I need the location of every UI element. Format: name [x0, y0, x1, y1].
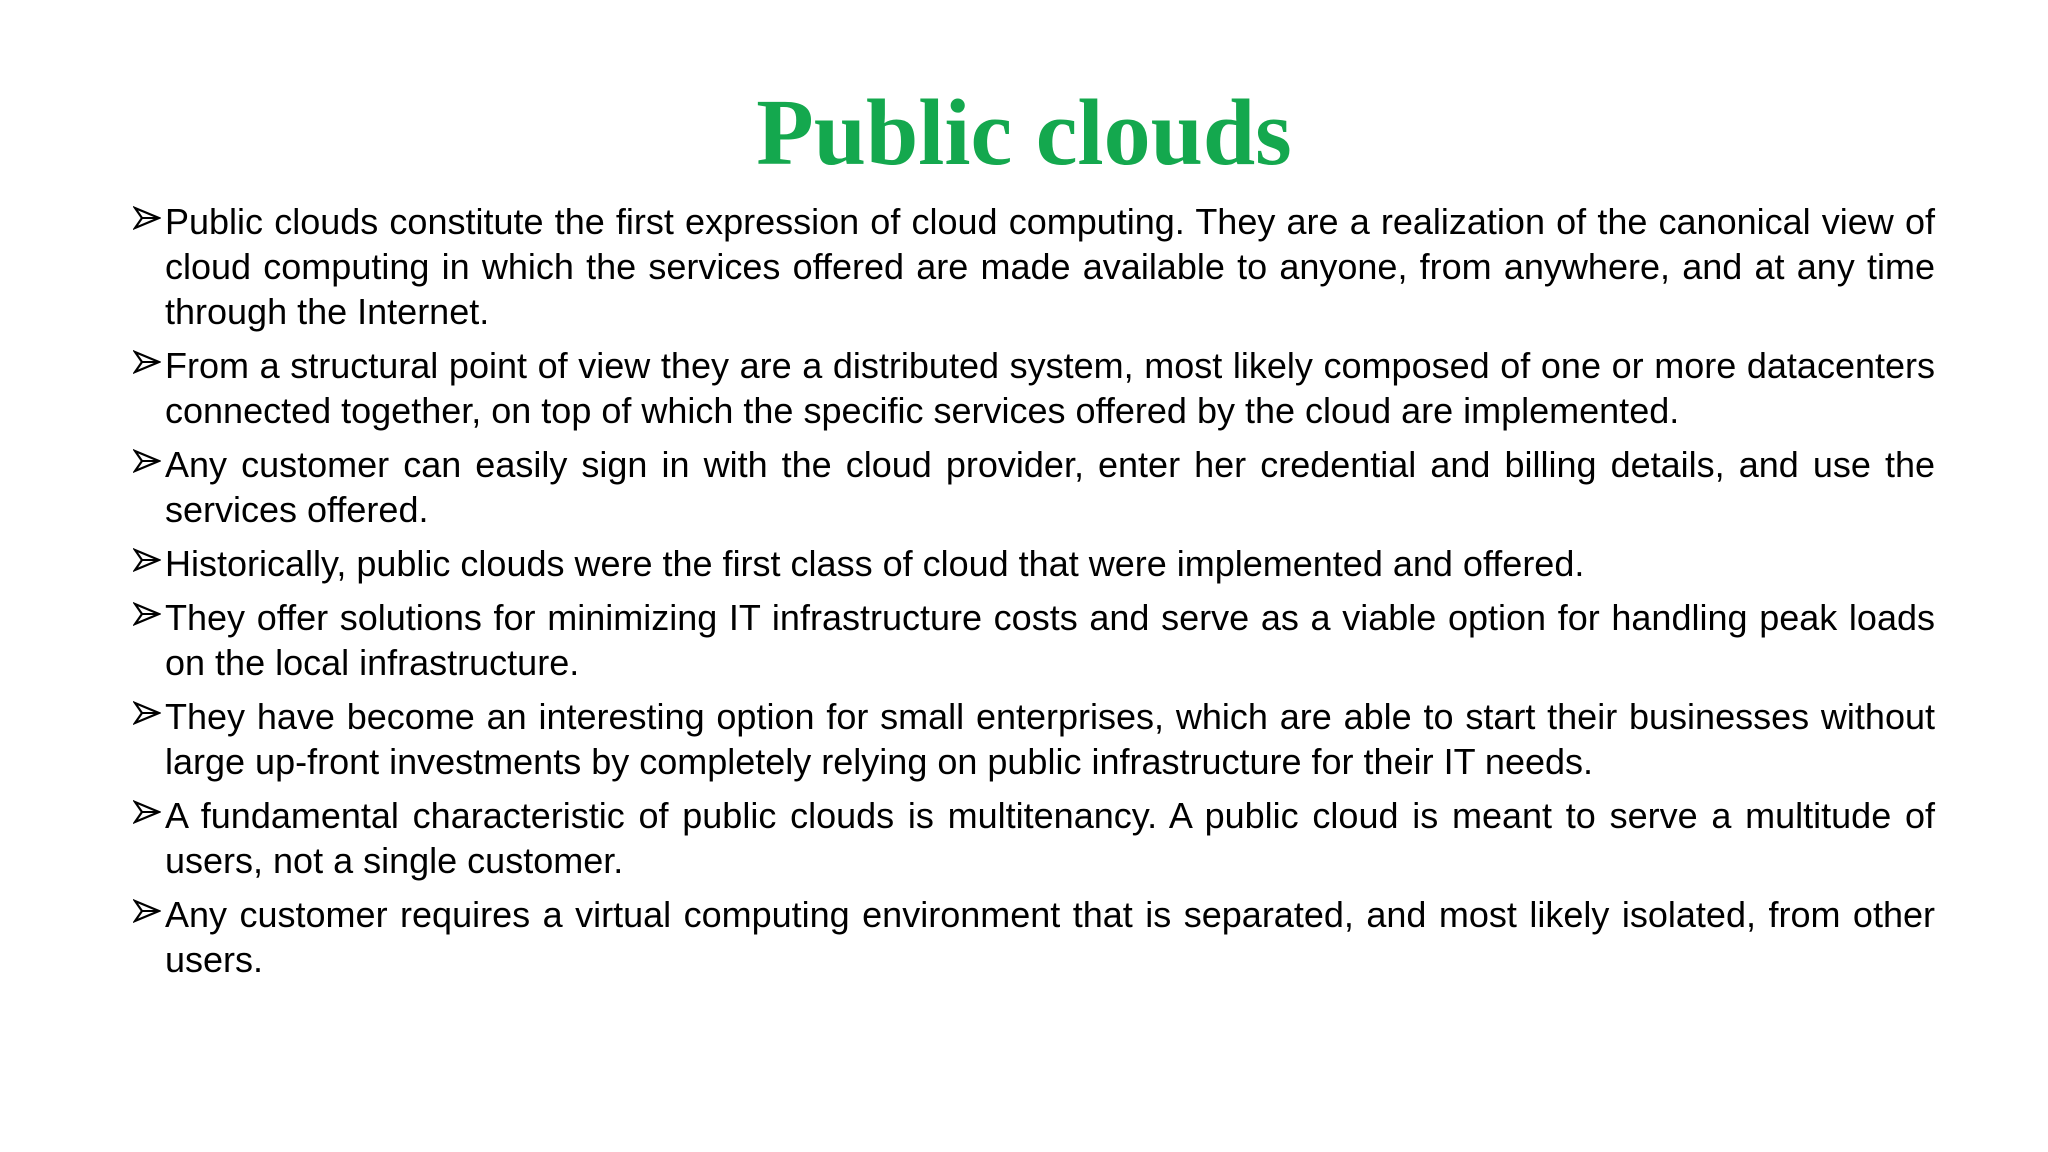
arrowhead-bullet-icon — [133, 449, 161, 477]
slide-title: Public clouds — [756, 81, 1292, 185]
arrowhead-bullet-icon — [133, 899, 161, 927]
bullet-item — [133, 892, 1935, 982]
bullet-item — [133, 694, 1935, 784]
bullet-item — [133, 541, 1935, 586]
arrowhead-bullet-icon — [133, 800, 161, 828]
bullet-item — [133, 595, 1935, 685]
bullet-text: They offer solutions for minimizing IT infrastructure costs and serve as a viable option for handling peak loads on the local infrastructure. — [165, 597, 1935, 683]
arrowhead-bullet-icon — [133, 206, 161, 234]
bullet-item — [133, 343, 1935, 433]
bullet-list — [133, 199, 1935, 991]
arrowhead-bullet-icon — [133, 548, 161, 576]
arrowhead-bullet-icon — [133, 602, 161, 630]
arrowhead-bullet-icon — [133, 701, 161, 729]
bullet-item — [133, 442, 1935, 532]
bullet-text: Any customer requires a virtual computing environment that is separated, and most likely isolated, from other users. — [165, 894, 1935, 980]
bullet-item — [133, 793, 1935, 883]
bullet-text: Public clouds constitute the first expression of cloud computing. They are a realization of the canonical view of cloud computing in which the services offered are made available to anyone, from anywhere, and at any time through the Internet. — [165, 201, 1935, 332]
bullet-text: They have become an interesting option for small enterprises, which are able to start their businesses without large up-front investments by completely relying on public infrastructure for their IT needs. — [165, 696, 1935, 782]
bullet-item — [133, 199, 1935, 334]
bullet-text: A fundamental characteristic of public clouds is multitenancy. A public cloud is meant to serve a multitude of users, not a single customer. — [165, 795, 1935, 881]
bullet-text: Any customer can easily sign in with the cloud provider, enter her credential and billing details, and use the services offered. — [165, 444, 1935, 530]
bullet-text: From a structural point of view they are a distributed system, most likely composed of one or more datacenters connected together, on top of which the specific services offered by the cloud are implemented. — [165, 345, 1935, 431]
arrowhead-bullet-icon — [133, 350, 161, 378]
bullet-text: Historically, public clouds were the first class of cloud that were implemented and offered. — [165, 543, 1585, 584]
